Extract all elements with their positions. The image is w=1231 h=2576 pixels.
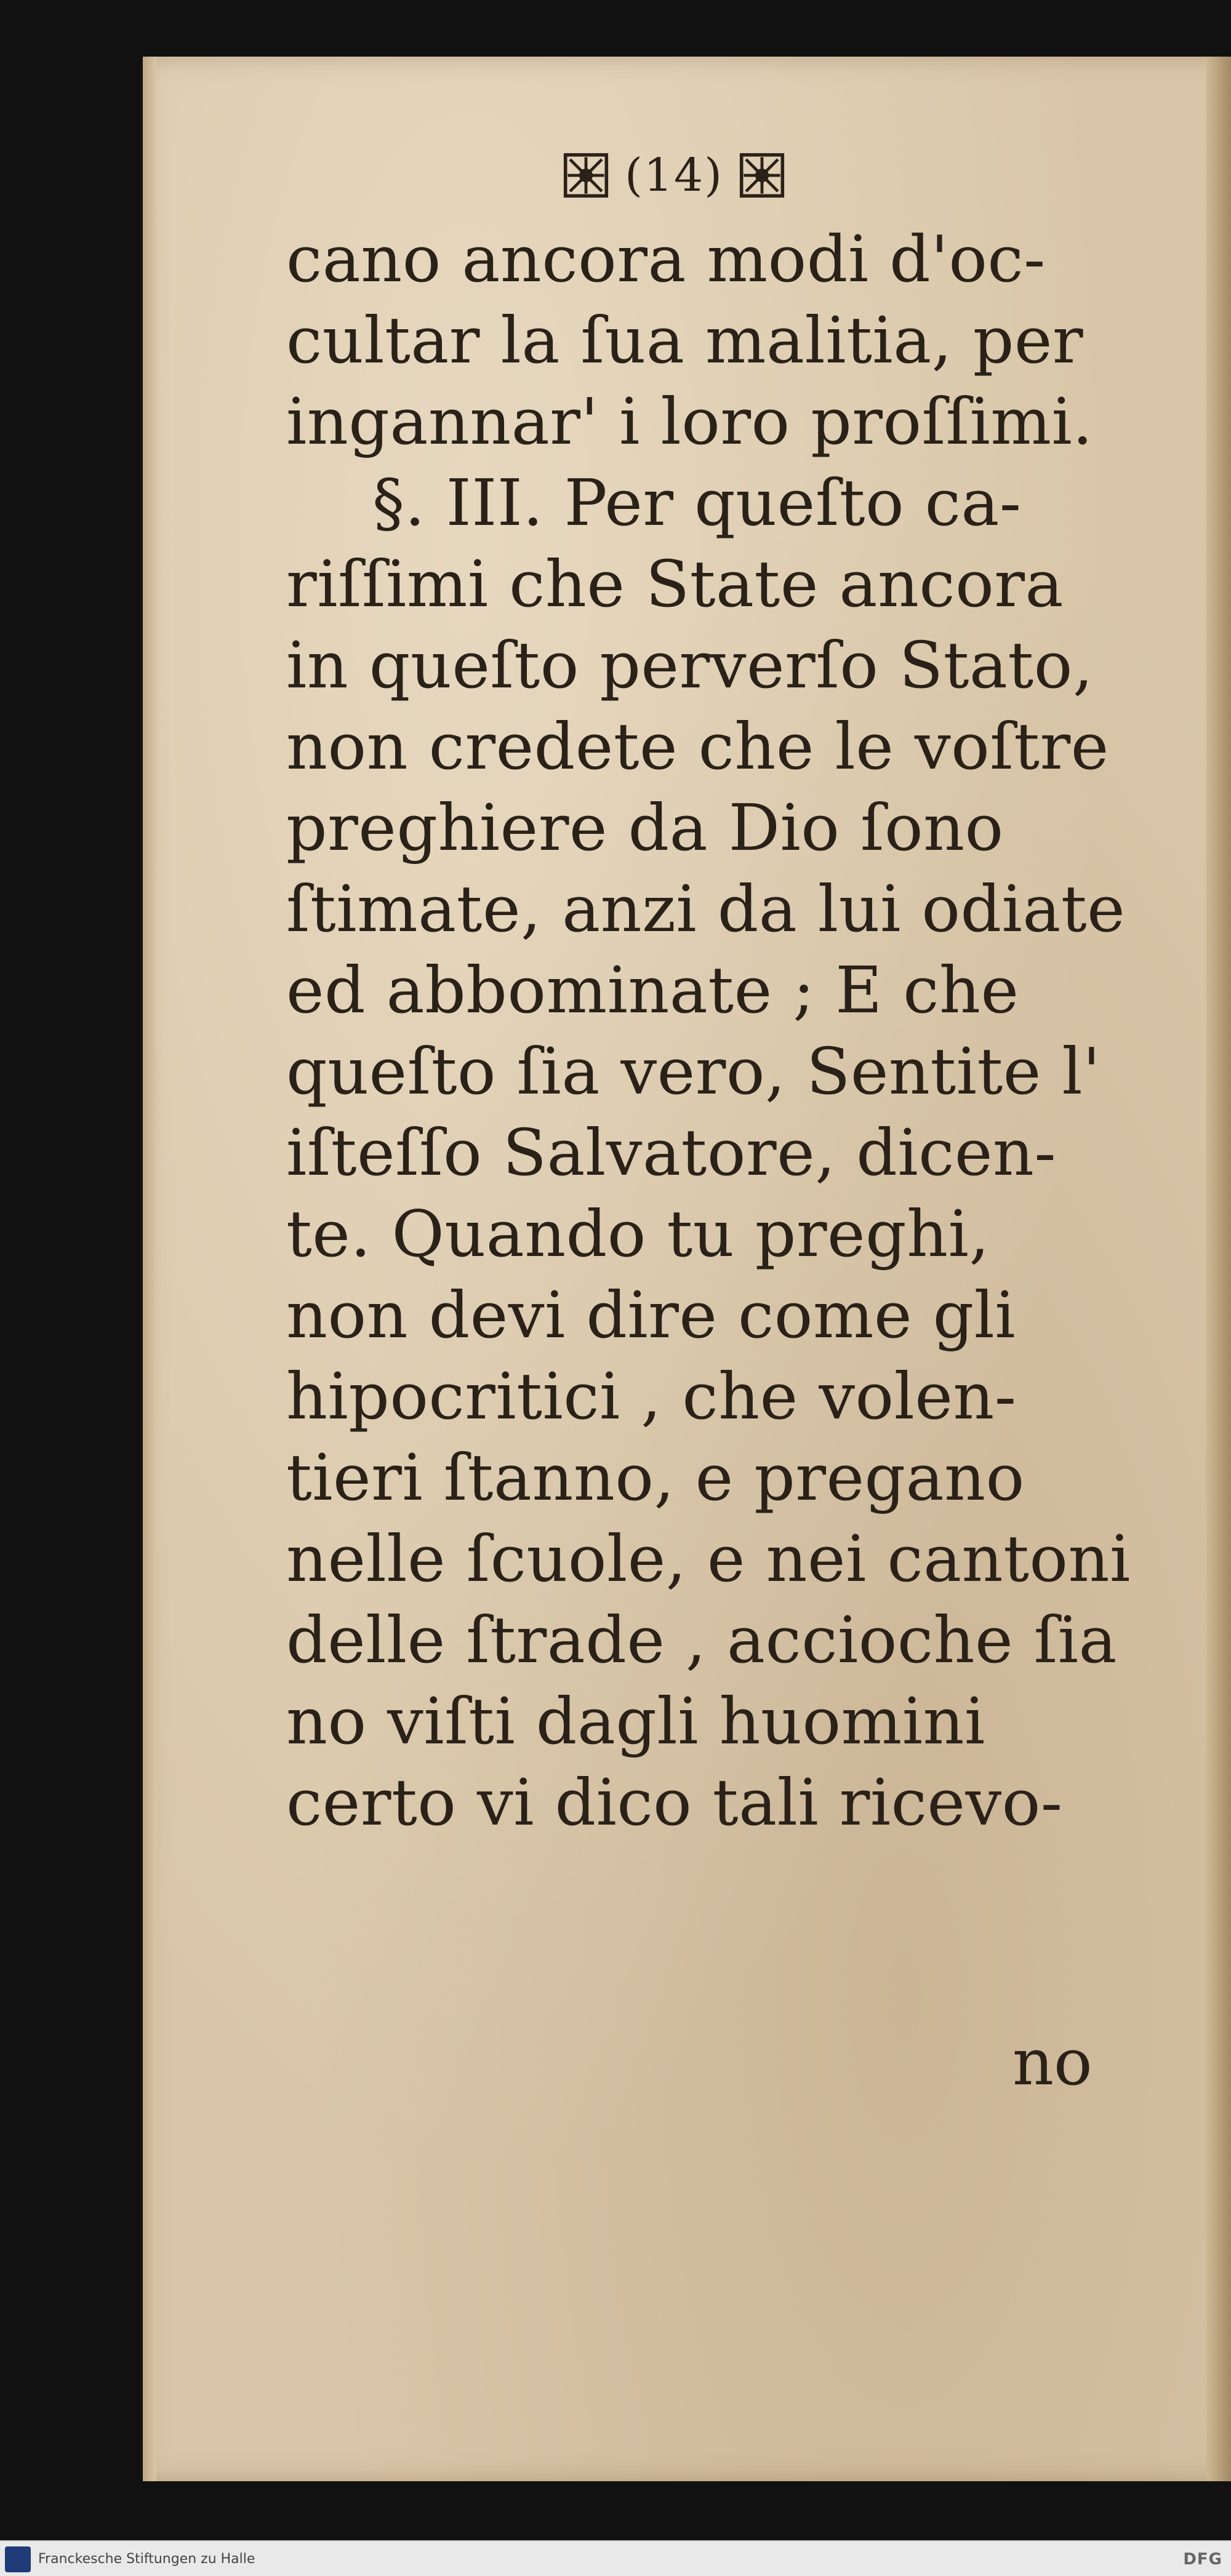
page-header	[237, 132, 1111, 218]
text-line: tieri ſtanno, e pregano	[286, 1440, 1025, 1515]
catchword: no	[1012, 2025, 1093, 2100]
text-line: non credete che le voſtre	[286, 709, 1109, 784]
text-line: hipocritici , che volen-	[286, 1359, 1017, 1434]
text-line: queſto ſia vero, Sentite l'	[286, 1034, 1101, 1109]
text-line: te. Quando tu preghi,	[286, 1196, 990, 1271]
text-line: certo vi dico tali ricevo-	[286, 1765, 1063, 1840]
text-line: ed abbominate ; E che	[286, 953, 1019, 1028]
text-line: riſſimi che State ancora	[286, 546, 1064, 622]
page-left-edge	[143, 57, 156, 2481]
text-line: iſteſſo Salvatore, dicen-	[286, 1115, 1057, 1190]
text-line: cultar la ſua malitia, per	[286, 303, 1084, 378]
text-line: no viſti dagli huomini	[286, 1684, 985, 1759]
text-line: preghiere da Dio ſono	[286, 790, 1004, 865]
text-line: ſtimate, anzi da lui odiate	[286, 871, 1126, 946]
text-line: non devi dire come gli	[286, 1278, 1016, 1353]
ornament-right-icon	[739, 153, 785, 198]
text-line: cano ancora modi d'oc-	[286, 222, 1046, 297]
page-text	[286, 132, 1131, 1843]
funder-logo[interactable]: DFG	[1183, 2550, 1222, 2569]
text-line: ingannar' i loro proſſimi.	[286, 384, 1093, 459]
institution-name[interactable]: Franckesche Stiftungen zu Halle	[38, 2551, 255, 2567]
page-right-edge	[1206, 57, 1231, 2481]
text-line: delle ſtrade , accioche ſia	[286, 1602, 1118, 1678]
text-line: in queſto perverſo Stato,	[286, 628, 1094, 703]
text-line: nelle ſcuole, e nei cantoni	[286, 1521, 1131, 1596]
section-heading-line: §. III. Per queſto ca-	[372, 465, 1022, 540]
viewer-footer	[0, 2540, 1231, 2576]
institution-logo-icon	[5, 2546, 31, 2572]
ornament-left-icon	[563, 153, 609, 198]
page-number: (14)	[625, 149, 723, 202]
